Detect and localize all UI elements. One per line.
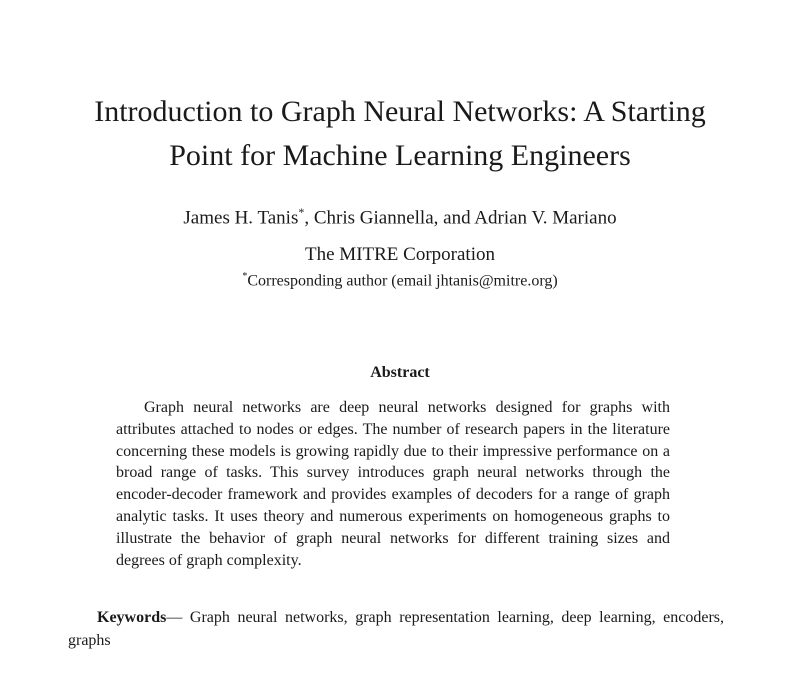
corresponding-asterisk: * bbox=[242, 271, 248, 282]
paper-title bbox=[40, 90, 760, 178]
author-primary: James H. Tanis bbox=[183, 207, 299, 229]
corresponding-text: Corresponding author (email jhtanis@mitre.org) bbox=[247, 272, 558, 290]
title-line-1: Introduction to Graph Neural Networks: A Starting bbox=[94, 95, 706, 128]
author-others: , Chris Giannella, and Adrian V. Mariano bbox=[304, 207, 617, 229]
affiliation: The MITRE Corporation bbox=[305, 244, 495, 265]
author-asterisk: * bbox=[298, 205, 305, 219]
abstract-heading: Abstract bbox=[370, 364, 430, 381]
abstract-body: Graph neural networks are deep neural networks designed for graphs with attributes attached to nodes or edges. The number of research papers in the literature concerning these models is growing rapidly due to their impressive performance on a broad range of tasks. This survey introduces graph neural networks through the encoder-decoder framework and provides examples of decoders for a range of graph analytic tasks. It uses theory and numerous experiments on homogeneous graphs to illustrate the behavior of graph neural networks for different training sizes and degrees of graph complexity. bbox=[116, 399, 670, 569]
keywords-list: Graph neural networks, graph representation learning, deep learning, encoders, graphs bbox=[68, 609, 725, 649]
keywords-label: Keywords bbox=[97, 609, 167, 626]
title-line-2: Point for Machine Learning Engineers bbox=[169, 139, 631, 172]
keywords-paragraph bbox=[68, 606, 724, 652]
keywords-dash: — bbox=[166, 609, 190, 626]
corresponding-author-note bbox=[40, 266, 760, 292]
author-list bbox=[40, 199, 760, 231]
